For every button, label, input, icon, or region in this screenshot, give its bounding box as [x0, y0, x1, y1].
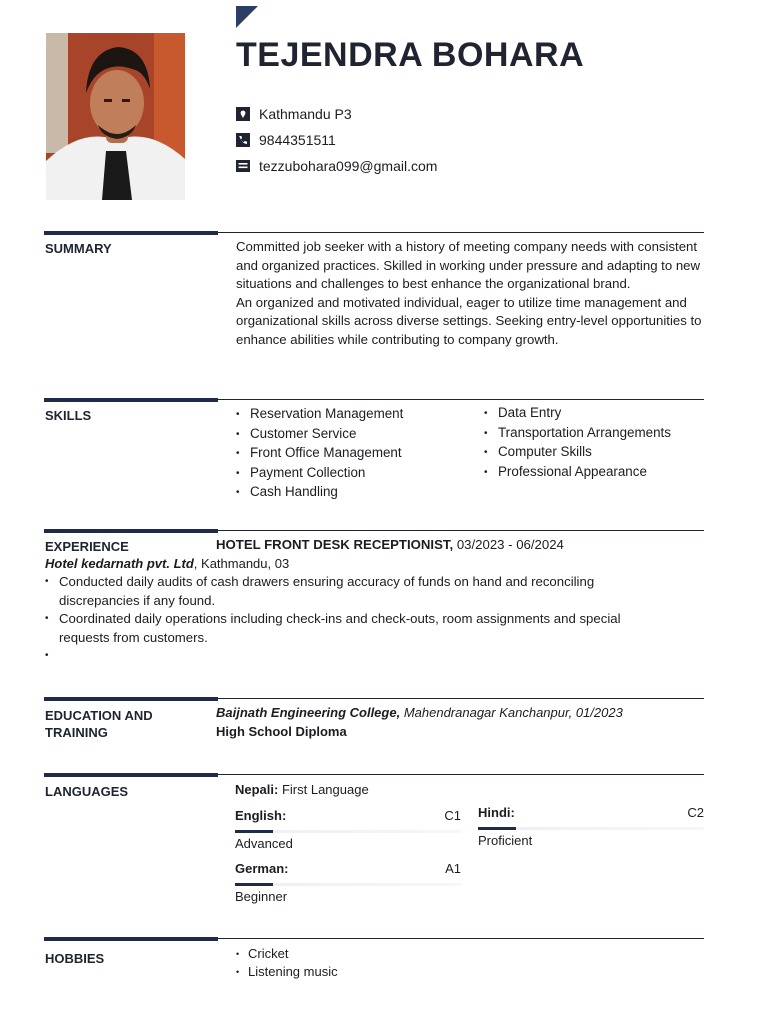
language-description: Advanced	[235, 836, 293, 851]
language-english	[235, 808, 461, 851]
duty-item: • Conducted daily audits of cash drawers ensuring accuracy of funds on hand and reconciling discrepancies if any found.	[45, 573, 665, 610]
section-divider-accent	[44, 773, 218, 777]
language-german	[235, 861, 461, 904]
section-divider-accent	[44, 398, 218, 402]
skills-list-right	[484, 404, 671, 482]
skill-item: • Data Entry	[484, 404, 671, 424]
hobbies-list	[236, 945, 338, 981]
language-description: Beginner	[235, 889, 288, 904]
language-level: C1	[444, 808, 461, 823]
skill-item: • Reservation Management	[236, 405, 403, 425]
languages-heading: LANGUAGES	[45, 784, 129, 799]
skill-item: • Cash Handling	[236, 483, 403, 503]
language-name: English:	[235, 808, 287, 823]
skill-item: • Computer Skills	[484, 443, 671, 463]
job-title	[216, 537, 564, 552]
hobby-item: • Listening music	[236, 963, 338, 981]
section-divider	[44, 938, 704, 939]
language-proficiency-bar	[235, 883, 461, 886]
language-name: German:	[235, 861, 289, 876]
native-language-name: Nepali:	[235, 782, 279, 797]
duty-item: • Coordinated daily operations including check-ins and check-outs, room assignments and special requests from customers.	[45, 610, 665, 647]
job-company	[45, 556, 289, 571]
school-details: Mahendranagar Kanchanpur, 01/2023	[400, 705, 623, 720]
school-name: Baijnath Engineering College,	[216, 705, 401, 720]
job-role: HOTEL FRONT DESK RECEPTIONIST,	[216, 537, 454, 552]
native-language	[235, 782, 369, 797]
skill-item: • Professional Appearance	[484, 463, 671, 483]
corner-accent-mark	[236, 6, 258, 28]
skills-list-left	[236, 405, 403, 503]
company-location: , Kathmandu, 03	[193, 556, 290, 571]
skill-item: • Transportation Arrangements	[484, 424, 671, 444]
language-proficiency-fill	[235, 830, 273, 833]
language-name: Hindi:	[478, 805, 515, 820]
company-name: Hotel kedarnath pvt. Ltd	[45, 556, 194, 571]
section-divider	[44, 530, 704, 531]
experience-heading: EXPERIENCE	[45, 539, 129, 554]
hobby-item: • Cricket	[236, 945, 338, 963]
section-divider-accent	[44, 697, 218, 701]
native-language-desc: First Language	[278, 782, 369, 797]
education-heading: EDUCATION AND TRAINING	[45, 708, 153, 740]
phone-text: 9844351511	[259, 132, 336, 148]
language-hindi	[478, 805, 704, 848]
profile-photo	[46, 33, 185, 200]
summary-heading: SUMMARY	[45, 241, 112, 256]
skill-item: • Payment Collection	[236, 464, 403, 484]
summary-text: Committed job seeker with a history of meeting company needs with consistent and organized practices. Skilled in working under pressure and adapting to new situations and challenges to best enhance the organizational brand. An organized and motivated individual, eager to utilize time management and organizational skills across diverse settings. Seeking entry-level opportunities to enhance abilities while contributing to company growth.	[236, 239, 702, 347]
language-proficiency-bar	[235, 830, 461, 833]
phone-icon	[236, 133, 250, 147]
duty-item	[45, 647, 665, 666]
language-level: A1	[445, 861, 461, 876]
section-divider	[44, 399, 704, 400]
skills-heading: SKILLS	[45, 408, 92, 423]
email-text: tezzubohara099@gmail.com	[259, 158, 438, 174]
job-duties-list	[45, 573, 665, 666]
contact-phone	[236, 132, 336, 148]
job-dates: 03/2023 - 06/2024	[456, 537, 564, 552]
education-degree: High School Diploma	[216, 724, 347, 739]
section-divider	[44, 698, 704, 699]
language-proficiency-fill	[235, 883, 273, 886]
skill-item: • Customer Service	[236, 425, 403, 445]
hobbies-heading: HOBBIES	[45, 951, 105, 966]
section-divider-accent	[44, 231, 218, 235]
candidate-name: TEJENDRA BOHARA	[236, 36, 585, 74]
section-divider	[44, 774, 704, 775]
language-proficiency-fill	[478, 827, 516, 830]
location-icon	[236, 107, 250, 121]
language-level: C2	[687, 805, 704, 820]
email-icon	[236, 159, 250, 173]
contact-email	[236, 158, 437, 174]
language-description: Proficient	[478, 833, 533, 848]
location-text: Kathmandu P3	[259, 106, 352, 122]
contact-location	[236, 106, 352, 122]
education-school	[216, 705, 623, 720]
language-proficiency-bar	[478, 827, 704, 830]
skill-item: • Front Office Management	[236, 444, 403, 464]
section-divider-accent	[44, 529, 218, 533]
section-divider-accent	[44, 937, 218, 941]
section-divider	[44, 232, 704, 233]
